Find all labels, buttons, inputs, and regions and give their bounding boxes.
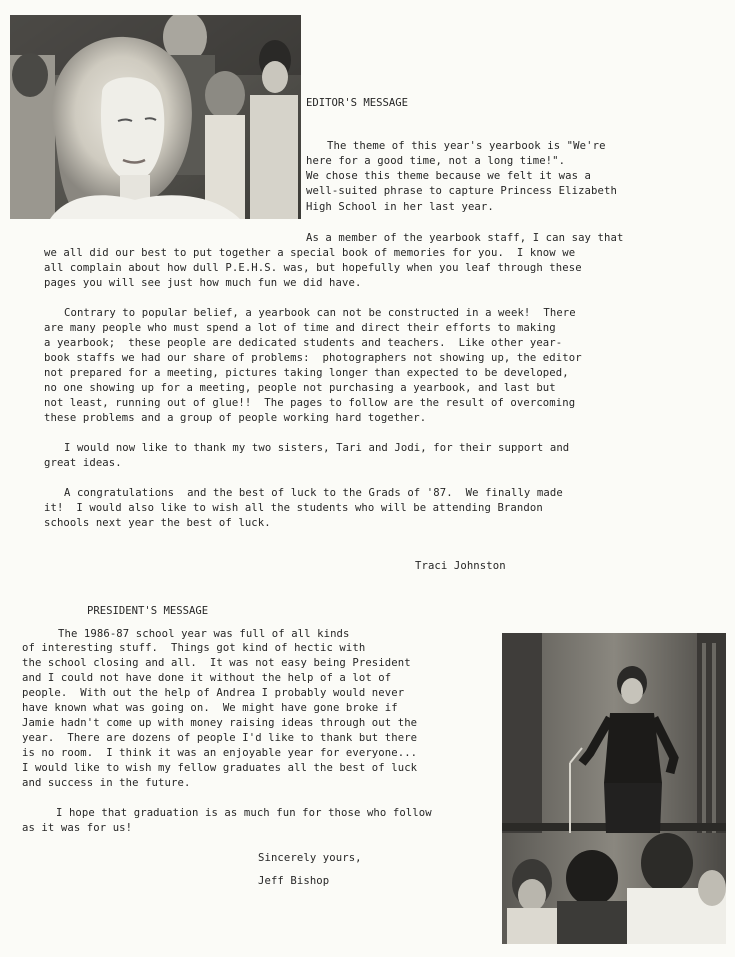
text-line: not least, running out of glue!! The pages to follow are the result of overcoming: [44, 397, 576, 409]
editor-heading: EDITOR'S MESSAGE: [306, 97, 409, 109]
text-line: are many people who must spend a lot of time and direct their efforts to making: [44, 322, 556, 334]
text-line: A congratulations and the best of luck to the Grads of '87. We finally made: [64, 487, 563, 499]
president-signature: Jeff Bishop: [258, 875, 330, 887]
text-line: a yearbook; these people are dedicated students and teachers. Like other year-: [44, 337, 563, 349]
text-line: I would now like to thank my two sisters, Tari and Jodi, for their support and: [64, 442, 570, 454]
text-line: it! I would also like to wish all the students who will be attending Brandon: [44, 502, 543, 514]
text-line: great ideas.: [44, 457, 122, 469]
text-line: and I could not have done it without the help of a lot of: [22, 672, 392, 684]
text-line: not prepared for a meeting, pictures taking longer than expected to be developed,: [44, 367, 569, 379]
editor-signature: Traci Johnston: [415, 560, 506, 572]
text-line: the school closing and all. It was not easy being President: [22, 657, 411, 669]
text-line: and success in the future.: [22, 777, 191, 789]
text-line: year. There are dozens of people I'd like to thank but there: [22, 732, 418, 744]
text-line: book staffs we had our share of problems: photographers not showing up, the editor: [44, 352, 582, 364]
text-line: is no room. I think it was an enjoyable year for everyone...: [22, 747, 418, 759]
text-line: no one showing up for a meeting, people not purchasing a yearbook, and last but: [44, 382, 556, 394]
president-closing: Sincerely yours,: [258, 852, 362, 864]
text-line: As a member of the yearbook staff, I can say that: [306, 232, 624, 244]
text-line: High School in her last year.: [306, 201, 494, 213]
president-photo: [502, 633, 726, 944]
text-line: The 1986-87 school year was full of all kinds: [58, 628, 350, 640]
text-line: The theme of this year's yearbook is "We're: [327, 140, 606, 152]
text-line: well-suited phrase to capture Princess Elizabeth: [306, 185, 617, 197]
text-line: here for a good time, not a long time!".: [306, 155, 566, 167]
text-line: we all did our best to put together a special book of memories for you. I know we: [44, 247, 576, 259]
text-line: people. With out the help of Andrea I probably would never: [22, 687, 405, 699]
text-line: We chose this theme because we felt it was a: [306, 170, 592, 182]
text-line: Contrary to popular belief, a yearbook can not be constructed in a week! There: [64, 307, 576, 319]
text-line: have known what was going on. We might have gone broke if: [22, 702, 398, 714]
editor-photo: [10, 15, 301, 219]
text-line: these problems and a group of people working hard together.: [44, 412, 427, 424]
president-heading: PRESIDENT'S MESSAGE: [87, 605, 209, 617]
text-line: schools next year the best of luck.: [44, 517, 271, 529]
text-line: Jamie hadn't come up with money raising ideas through out the: [22, 717, 418, 729]
text-line: of interesting stuff. Things got kind of hectic with: [22, 642, 366, 654]
text-line: I would like to wish my fellow graduates all the best of luck: [22, 762, 418, 774]
text-line: all complain about how dull P.E.H.S. was, but hopefully when you leaf through these: [44, 262, 582, 274]
text-line: I hope that graduation is as much fun for those who follow: [56, 807, 432, 819]
text-line: as it was for us!: [22, 822, 133, 834]
text-line: pages you will see just how much fun we did have.: [44, 277, 362, 289]
